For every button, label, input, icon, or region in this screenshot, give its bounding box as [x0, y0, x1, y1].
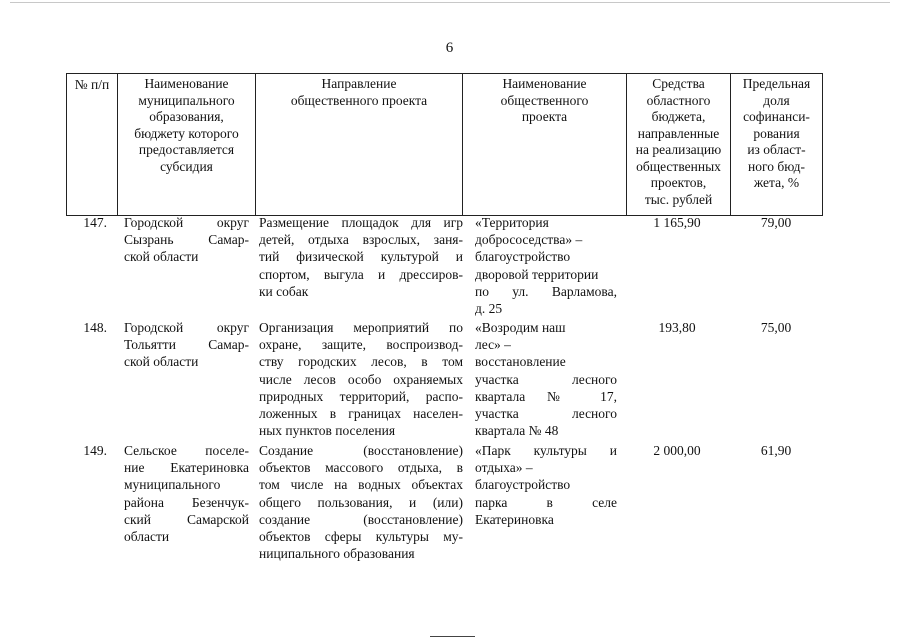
- project-name-line: благоустройство: [475, 249, 571, 265]
- project-direction: [259, 319, 463, 439]
- project-direction-line: Размещение площадок для игр: [259, 215, 463, 230]
- funds-amount: 193,80: [658, 320, 696, 335]
- project-name-line: участка лесного: [475, 371, 617, 387]
- project-name-line: «Парк культуры и: [475, 443, 617, 458]
- cofinancing-share: 75,00: [760, 320, 792, 335]
- header-funds: Средства областного бюджета, направленные на реализацию общественных проектов, тыс. рублей: [627, 74, 731, 216]
- project-direction-line: числе лесов особо охраняемых: [259, 371, 463, 387]
- project-direction-line: Создание (восстановление): [259, 443, 463, 458]
- municipality-name-line: района Безенчук-: [124, 494, 249, 510]
- municipality-name: [124, 214, 249, 266]
- project-name-line: Екатериновка: [475, 511, 554, 527]
- row-number: 148.: [83, 320, 107, 335]
- municipality-name-line: ской области: [124, 354, 199, 370]
- project-name: [475, 214, 617, 317]
- project-direction-line: том числе на водных объектах: [259, 477, 463, 493]
- municipality-name-line: Тольятти Самар-: [124, 337, 249, 353]
- municipality-name: [124, 319, 249, 371]
- header-number: № п/п: [67, 74, 118, 216]
- project-name-line: квартала № 48: [475, 423, 559, 439]
- project-direction-line: Организация мероприятий по: [259, 320, 463, 335]
- municipality-name-line: ской области: [124, 249, 199, 265]
- municipality-name-line: Городской округ: [124, 320, 249, 335]
- project-direction-line: тий физической культурой и: [259, 249, 463, 265]
- header-share: Предельная доля софинанси- рования из област- ного бюд- жета, %: [731, 74, 823, 216]
- municipality-name-line: Сызрань Самар-: [124, 232, 249, 248]
- municipality-name-line: ский Самарской: [124, 511, 249, 527]
- project-name-line: дворовой территории: [475, 266, 599, 282]
- municipality-name-line: муниципального: [124, 477, 221, 493]
- project-direction-line: детей, отдыха взрослых, заня-: [259, 232, 463, 248]
- page-number: 6: [445, 40, 454, 56]
- table-header: [66, 73, 823, 216]
- scan-artifact-top: [10, 2, 890, 3]
- project-name-line: участка лесного: [475, 406, 617, 422]
- project-direction-line: ки собак: [259, 283, 309, 299]
- project-name-line: добрососедства» –: [475, 232, 583, 248]
- scan-artifact-bottom: [430, 636, 475, 637]
- cofinancing-share: 61,90: [760, 443, 792, 458]
- project-name-line: лес» –: [475, 337, 511, 353]
- project-name-line: восстановление: [475, 354, 566, 370]
- funds-amount: 1 165,90: [653, 215, 701, 230]
- project-direction-line: ложенных в границах населен-: [259, 406, 463, 422]
- funds-amount: 2 000,00: [653, 443, 701, 458]
- municipality-name-line: Сельское поселе-: [124, 443, 249, 458]
- municipality-name-line: области: [124, 529, 170, 545]
- row-number: 149.: [83, 443, 107, 458]
- project-name-line: квартала № 17,: [475, 388, 617, 404]
- municipality-name-line: ние Екатериновка: [124, 460, 249, 476]
- project-direction: [259, 214, 463, 300]
- project-direction-line: объектов сферы культуры му-: [259, 529, 463, 545]
- project-name: [475, 442, 617, 528]
- project-direction-line: ниципального образования: [259, 546, 415, 562]
- project-name-line: д. 25: [475, 301, 503, 317]
- project-direction: [259, 442, 463, 562]
- header-project: Наименование общественного проекта: [463, 74, 627, 216]
- project-direction-line: общего пользования, и (или): [259, 494, 463, 510]
- project-name-line: «Территория: [475, 215, 549, 230]
- project-name-line: «Возродим наш: [475, 320, 566, 335]
- header-municipality: Наименование муниципального образования, бюджету которого предоставляется субсидия: [118, 74, 256, 216]
- municipality-name: [124, 442, 249, 545]
- project-name: [475, 319, 617, 439]
- row-number: 147.: [83, 215, 107, 230]
- project-direction-line: охране, защите, воспроизвод-: [259, 337, 463, 353]
- project-name-line: благоустройство: [475, 477, 571, 493]
- project-direction-line: создание (восстановление): [259, 511, 463, 527]
- header-direction: Направление общественного проекта: [256, 74, 463, 216]
- project-name-line: отдыха» –: [475, 460, 533, 476]
- cofinancing-share: 79,00: [760, 215, 792, 230]
- municipality-name-line: Городской округ: [124, 215, 249, 230]
- project-direction-line: ных пунктов поселения: [259, 423, 396, 439]
- project-direction-line: спортом, выгула и дрессиров-: [259, 266, 463, 282]
- project-direction-line: ству городских лесов, в том: [259, 354, 463, 370]
- project-name-line: по ул. Варламова,: [475, 283, 617, 299]
- project-direction-line: природных территорий, распо-: [259, 388, 463, 404]
- project-direction-line: объектов массового отдыха, в: [259, 460, 463, 476]
- project-name-line: парка в селе: [475, 494, 617, 510]
